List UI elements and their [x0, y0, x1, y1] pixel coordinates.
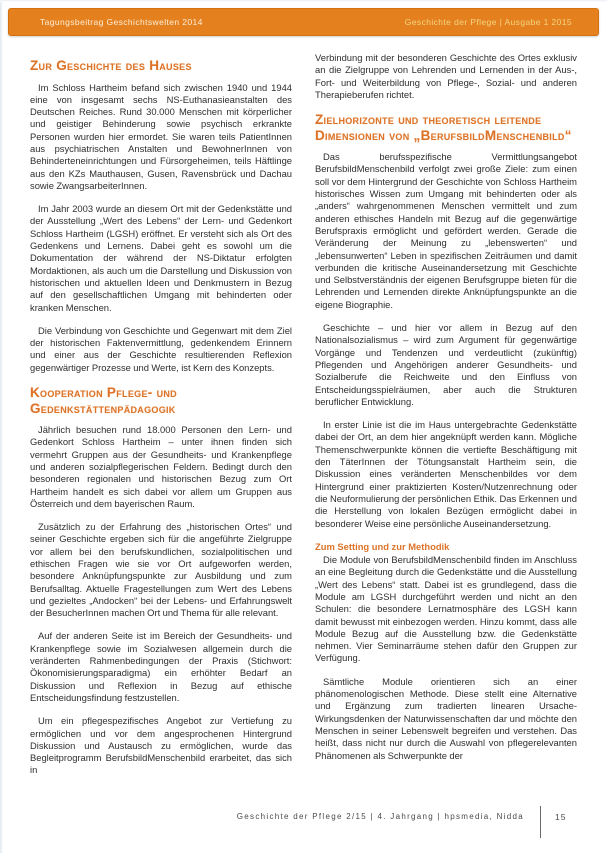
- paragraph: Um ein pflegespezifisches Angebot zur Vertiefung zu ermöglichen und vor dem angesprochenen Hintergrund Diskussion und Austausch zu ermöglichen, wurde das Begleitprogramm BerufsbildMenschenbild erarbeitet, das sich in: [30, 715, 292, 776]
- paragraph: Jährlich besuchen rund 18.000 Personen den Lern- und Gedenkort Schloss Hartheim – unter ihnen finden sich vermehrt Gruppen aus der Gesundheits- und Krankenpflege und anderen sozialpflegerischen Feldern. Bedingt durch den besonderen regionalen und historischen Bezug zum Ort Hartheim handelt es sich dabei vor allem um Gruppen aus Österreich und dem bayerischen Raum.: [30, 424, 292, 509]
- scan-edge-top: [0, 0, 607, 2]
- paragraph: Die Module von BerufsbildMenschenbild finden im Anschluss an eine Begleitung durch die Gedenkstätte und die Ausstellung „Wert des Lebens“ statt. Dabei ist es grundlegend, dass die Module am LGSH durchgeführt werden und nicht an den Schulen: die besondere Lernatmosphäre des LGSH kann damit bewusst mit einbezogen werden. Hinzu kommt, dass alle Module Bezug auf die Ausstellung bzw. die Gedenkstätte nehmen. Vier Seminarräume stehen dafür den Gruppen zur Verfügung.: [315, 554, 577, 664]
- paragraph: Verbindung mit der besonderen Geschichte des Ortes exklusiv an die Zielgruppe von Lehrenden und Lernenden in der Aus-, Fort- und Weiterbildung von Pflege-, Sozial- und anderen Therapieberufen richtet.: [315, 52, 577, 100]
- section-heading-kooperation: Kooperation Pflege- und Gedenkstättenpädagogik: [30, 385, 177, 416]
- paragraph: Das berufsspezifische Vermittlungsangebot BerufsbildMenschenbild verfolgt zwei große Ziele: zum einen soll vor dem Hintergrund der Geschichte von Schloss Hartheim historisches Wissen zum Umgang mit behinderten oder als „anders“ wahrgenommenen Menschen vermittelt und zum anderen ethisches Handeln mit Bezug auf die gegenwärtige Berufspraxis ermöglicht und gefördert werden. Gerade die Veränderung der Meinung zu „lebenswerten“ und „lebensunwerten“ Leben in spezifischen Zeiträumen und damit verbunden die kritische Auseinandersetzung mit Geschichte und Selbstverständnis der eigenen Berufsgruppe bieten für die Lehrenden und Lernenden direkte Anknüpfungspunkte an die eigene Biographie.: [315, 151, 577, 310]
- section-heading-geschichte-des-hauses: Zur Geschichte des Hauses: [30, 58, 192, 73]
- paragraph: Auf der anderen Seite ist im Bereich der Gesundheits- und Krankenpflege sowie im Sozialwesen allgemein durch die veränderten Rahmenbedingungen der Praxis (Stichwort: Ökonomisierungsparadigma) ein erhöhter Bedarf an Diskussion und Reflexion in Bezug auf ethische Entscheidungsfindung festzustellen.: [30, 630, 292, 703]
- header-right-label: Geschichte der Pflege | Ausgabe 1 2015: [404, 17, 572, 27]
- paragraph: In erster Linie ist die im Haus untergebrachte Gedenkstätte dabei der Ort, an dem hier angeknüpft werden kann. Mögliche Themenschwerpunkte können die vertiefte Beschäftigung mit den TäterInnen der Tötungsanstalt Hartheim sein, die Diskussion eines veränderten Menschenbildes vor dem Hintergrund einer praktizierten Kosten/Nutzenrechnung oder die Neuformulierung der persönlichen Ethik. Das Erkennen und die Herstellung von lokalen Bezügen ermöglicht dabei in besonderer Weise eine persönliche Auseinandersetzung.: [315, 419, 577, 529]
- footer-page-number: 15: [555, 812, 567, 822]
- footer-divider: [540, 806, 541, 838]
- paragraph: Geschichte – und hier vor allem in Bezug auf den Nationalsozialismus – wird zum Argument für gegenwärtige Vorgänge und Tendenzen und verdeutlicht (zukünftig) Pflegenden und Angehörigen anderer Gesundheits- und Sozialberufe die Reichweite und den Einfluss von Entscheidungsspielräumen, aber auch die Strukturen beruflicher Entwicklung.: [315, 322, 577, 407]
- page-footer: [0, 806, 577, 846]
- header-left-label: Tagungsbeitrag Geschichtswelten 2014: [40, 17, 203, 27]
- page-header-bar: [8, 8, 599, 36]
- section-heading-zielhorizonte: Zielhorizonte und theoretisch leitende Dimensionen von „BerufsbildMenschenbild“: [315, 112, 572, 143]
- paragraph: Zusätzlich zu der Erfahrung des „historischen Ortes“ und seiner Geschichte ergeben sich für die angeführte Zielgruppe vor allem bei den berufskundlichen, sozialpolitischen und ethischen Fragen wie sie vor Ort aufgeworfen werden, besondere Anknüpfungspunkte zur Ausbildung und zum Berufsalltag. Aktuelle Fragestellungen zum Wert des Lebens und gezieltes „Andocken“ bei der Lebens- und Erfahrungswelt der BesucherInnen machen Ort und Thema für alle relevant.: [30, 521, 292, 619]
- paragraph: Sämtliche Module orientieren sich an einer phänomenologischen Methode. Diese stellt eine Alternative und Ergänzung zum tradierten linearen Ursache-Wirkungsdenken der Naturwissenschaften dar und möchte den Menschen in seiner Lebenswelt begreifen und verstehen. Das heißt, dass nicht nur durch die Auswahl von pflegerelevanten Phänomenen als Schwerpunkte der: [315, 675, 577, 761]
- article-body: [30, 52, 577, 777]
- paragraph: Im Schloss Hartheim befand sich zwischen 1940 und 1944 eine von insgesamt sechs NS-Euthanasieanstalten des Deutschen Reiches. Rund 30.000 Menschen mit körperlicher und geistiger Behinderung sowie psychisch erkrankte Personen wurden hier ermordet. Sie waren teils PatientInnen aus psychiatrischen Anstalten und BewohnerInnen von Behinderteneinrichtungen und Fürsorgeheimen, teils Häftlinge aus den KZs Mauthausen, Gusen, Ravensbrück und Dachau sowie ZwangsarbeiterInnen.: [30, 81, 292, 191]
- subsection-heading-setting-methodik: Zum Setting und zur Methodik: [315, 540, 450, 552]
- column-left: [30, 52, 292, 777]
- scan-edge-left: [0, 0, 3, 853]
- footer-imprint: Geschichte der Pflege 2/15 | 4. Jahrgang | hpsmedia, Nidda: [236, 812, 524, 821]
- paragraph: Die Verbindung von Geschichte und Gegenwart mit dem Ziel der historischen Faktenvermittlung, gedenkendem Erinnern und einer aus der Geschichte resultierenden Reflexion gegenwärtiger Prozesse und Werte, ist Kern des Konzepts.: [30, 324, 292, 373]
- paragraph: Im Jahr 2003 wurde an diesem Ort mit der Gedenkstätte und der Ausstellung „Wert des Lebens“ der Lern- und Gedenkort Schloss Hartheim (LGSH) eröffnet. Er versteht sich als Ort des Gedenkens und Lernens. Dabei geht es sowohl um die Dokumentation der während der NS-Diktatur erfolgten Mordaktionen, als auch um die Darstellung und Diskussion von historischen und aktuellen Ideen und Denkmustern in Bezug auf den gesellschaftlichen Umgang mit behinderten oder kranken Menschen.: [30, 203, 292, 313]
- column-right: [315, 52, 577, 777]
